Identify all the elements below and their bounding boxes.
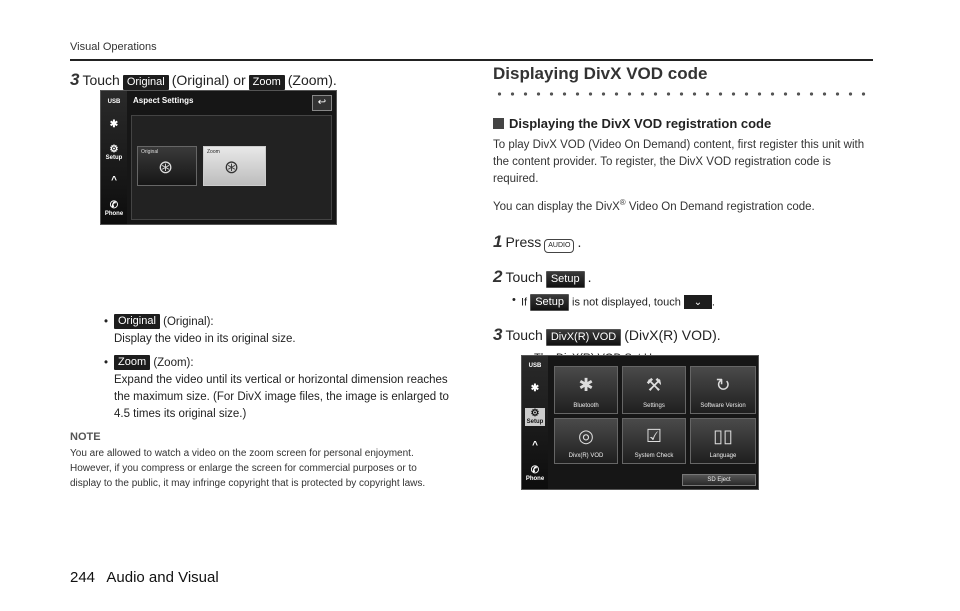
language-tile: ▯▯ Language <box>690 418 756 464</box>
film-reel-icon: ⊛ <box>224 157 240 177</box>
usb-side-button: USB <box>107 98 121 105</box>
audio-key-icon: AUDIO <box>544 239 574 253</box>
setup-menu-screenshot <box>521 355 759 490</box>
step-1-press: 1 Press AUDIO . <box>493 231 582 251</box>
zoom-chip: Zoom <box>249 75 285 90</box>
aspect-options-list <box>114 314 450 423</box>
gear-icon: ⚙ <box>530 408 540 420</box>
step-number: 3 <box>70 70 80 89</box>
book-icon: ▯▯ <box>713 425 733 446</box>
screen-title: Aspect Settings <box>133 96 194 105</box>
step-2-bullet: • If Setup is not displayed, touch ⌄ . <box>521 294 873 311</box>
bluetooth-icon: ✱ <box>578 374 594 395</box>
chevron-up-icon: ^ <box>532 440 538 452</box>
chapter-name: Audio and Visual <box>106 569 219 586</box>
running-header: Visual Operations <box>70 41 157 53</box>
subheading: Displaying the DivX VOD registration code <box>493 116 873 131</box>
phone-icon: ✆ <box>109 199 119 211</box>
note-text: You are allowed to watch a video on the zoom screen for personal enjoyment. However, if you compress or enlarge the screen for commercial purposes or to display to the public, it may infringe copyright that is protected by copyright laws. <box>70 448 426 489</box>
list-item: • Zoom (Zoom): Expand the video until its vertical or horizontal dimension reaches the maximum size. (For DivX image files, the image is enlarged to 4.5 times its original size.) <box>114 355 450 423</box>
header-rule <box>70 59 873 61</box>
phone-icon: ✆ <box>530 464 540 476</box>
device-sidebar <box>522 356 548 489</box>
step-text: Touch <box>82 72 120 88</box>
system-check-tile: ☑ System Check <box>622 418 686 464</box>
intro-paragraph: To play DivX VOD (Video On Demand) content, first register this unit with the content provider. To register, the DivX VOD registration code is required. <box>493 139 865 185</box>
square-bullet-icon <box>493 118 504 129</box>
list-item: • Original (Original): Display the video in its original size. <box>114 314 450 348</box>
original-chip: Original <box>114 314 160 329</box>
zoom-chip: Zoom <box>114 355 150 370</box>
dotted-divider <box>493 90 873 98</box>
setup-chip: Setup <box>530 294 569 311</box>
checklist-icon: ☑ <box>645 425 663 446</box>
divx-vod-tile: ◎ Divx(R) VOD <box>554 418 618 464</box>
settings-tile: ⚒ Settings <box>622 366 686 414</box>
step-3-touch: 3 Touch DivX(R) VOD (DivX(R) VOD). <box>493 324 721 344</box>
step-text: (Zoom). <box>287 72 337 88</box>
step-2-touch: 2 Touch Setup . <box>493 266 592 286</box>
registration-paragraph: You can display the DivX® Video On Demand registration code. <box>493 198 815 213</box>
step-text: (Original) or <box>171 72 246 88</box>
aspect-settings-screenshot <box>100 90 337 225</box>
tools-icon: ⚒ <box>645 374 663 395</box>
software-version-tile: ↻ Software Version <box>690 366 756 414</box>
page-footer <box>70 569 219 586</box>
device-sidebar <box>101 91 127 224</box>
phone-side-button: ✆ Phone <box>104 199 124 217</box>
disc-icon: ◎ <box>578 425 594 446</box>
right-column <box>493 64 873 364</box>
gear-icon: ⚙ <box>109 143 119 155</box>
chevron-up-icon: ^ <box>111 174 117 186</box>
chevron-down-icon: ⌄ <box>684 295 712 309</box>
divx-vod-chip: DivX(R) VOD <box>546 329 621 346</box>
original-chip: Original <box>123 75 169 90</box>
back-icon: ↩ <box>312 95 332 111</box>
original-option: Original ⊛ <box>137 146 197 186</box>
zoom-option: Zoom ⊛ <box>203 146 266 186</box>
note-heading: NOTE <box>70 431 101 443</box>
setup-side-button: ⚙ Setup <box>105 143 123 161</box>
bluetooth-icon: ✱ <box>530 382 540 394</box>
phone-side-button: ✆ Phone <box>525 464 545 482</box>
setup-chip: Setup <box>546 271 585 288</box>
section-title: Displaying DivX VOD code <box>493 64 708 83</box>
refresh-icon: ↻ <box>715 374 731 395</box>
film-reel-icon: ⊛ <box>158 157 174 177</box>
sd-eject-button: SD Eject <box>682 474 756 486</box>
usb-side-button: USB <box>528 363 542 370</box>
bluetooth-icon: ✱ <box>109 118 119 130</box>
bluetooth-tile: ✱ Bluetooth <box>554 366 618 414</box>
step-3-zoom <box>70 70 450 90</box>
setup-side-button: ⚙ Setup <box>526 408 544 426</box>
page-number: 244 <box>70 569 96 586</box>
